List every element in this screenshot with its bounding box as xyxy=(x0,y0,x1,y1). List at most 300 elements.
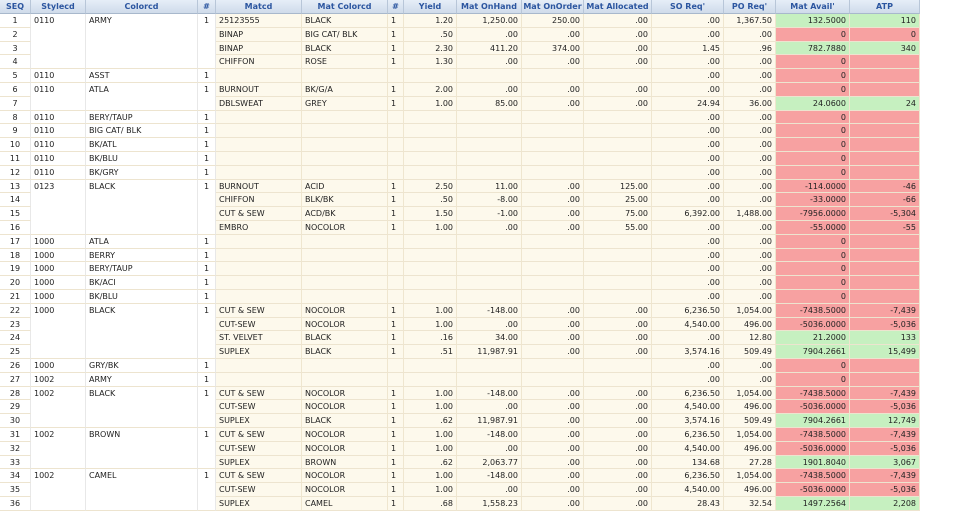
cell-mat-onorder[interactable] xyxy=(522,359,584,373)
cell-mat-allocated[interactable]: .00 xyxy=(584,469,652,483)
cell-so-req[interactable]: 134.68 xyxy=(652,456,724,470)
cell-colorcd[interactable] xyxy=(86,497,198,511)
cell-stylecd[interactable]: 1000 xyxy=(31,262,86,276)
cell-colorcd[interactable]: BIG CAT/ BLK xyxy=(86,124,198,138)
cell-mat-allocated[interactable] xyxy=(584,152,652,166)
cell-yield[interactable] xyxy=(404,249,457,263)
cell-count[interactable] xyxy=(198,497,216,511)
cell-mat-onorder[interactable]: .00 xyxy=(522,28,584,42)
cell-atp[interactable]: 0 xyxy=(850,28,920,42)
cell-mat-onorder[interactable]: .00 xyxy=(522,414,584,428)
cell-mat-avail[interactable]: 0 xyxy=(776,55,850,69)
cell-colorcd[interactable] xyxy=(86,28,198,42)
cell-mat-avail[interactable]: 1497.2564 xyxy=(776,497,850,511)
cell-stylecd[interactable]: 1000 xyxy=(31,249,86,263)
cell-so-req[interactable]: .00 xyxy=(652,359,724,373)
cell-mat-count[interactable] xyxy=(388,138,404,152)
cell-yield[interactable]: .62 xyxy=(404,456,457,470)
cell-stylecd[interactable]: 1000 xyxy=(31,304,86,318)
cell-atp[interactable] xyxy=(850,55,920,69)
cell-mat-allocated[interactable] xyxy=(584,262,652,276)
cell-seq[interactable]: 17 xyxy=(0,235,31,249)
cell-colorcd[interactable] xyxy=(86,456,198,470)
cell-stylecd[interactable]: 0110 xyxy=(31,111,86,125)
cell-mat-avail[interactable]: -55.0000 xyxy=(776,221,850,235)
cell-matcd[interactable] xyxy=(216,373,302,387)
cell-colorcd[interactable]: ARMY xyxy=(86,14,198,28)
cell-mat-onhand[interactable]: .00 xyxy=(457,442,522,456)
cell-po-req[interactable]: 36.00 xyxy=(724,97,776,111)
cell-matcd[interactable]: CHIFFON xyxy=(216,193,302,207)
cell-colorcd[interactable] xyxy=(86,345,198,359)
cell-seq[interactable]: 24 xyxy=(0,331,31,345)
cell-mat-allocated[interactable]: .00 xyxy=(584,14,652,28)
cell-seq[interactable]: 29 xyxy=(0,400,31,414)
cell-mat-avail[interactable]: -7438.5000 xyxy=(776,469,850,483)
cell-stylecd[interactable] xyxy=(31,456,86,470)
cell-count[interactable]: 1 xyxy=(198,373,216,387)
cell-seq[interactable]: 4 xyxy=(0,55,31,69)
cell-mat-onhand[interactable]: -8.00 xyxy=(457,193,522,207)
cell-po-req[interactable]: .96 xyxy=(724,42,776,56)
cell-yield[interactable] xyxy=(404,69,457,83)
cell-mat-count[interactable]: 1 xyxy=(388,497,404,511)
cell-matcd[interactable]: ST. VELVET xyxy=(216,331,302,345)
cell-mat-count[interactable]: 1 xyxy=(388,14,404,28)
cell-so-req[interactable]: .00 xyxy=(652,69,724,83)
cell-colorcd[interactable]: GRY/BK xyxy=(86,359,198,373)
cell-mat-colorcd[interactable]: BK/G/A xyxy=(302,83,388,97)
cell-po-req[interactable]: 1,054.00 xyxy=(724,387,776,401)
cell-so-req[interactable]: .00 xyxy=(652,193,724,207)
cell-mat-avail[interactable]: 0 xyxy=(776,124,850,138)
cell-mat-onhand[interactable] xyxy=(457,262,522,276)
cell-stylecd[interactable]: 0110 xyxy=(31,152,86,166)
cell-po-req[interactable]: 509.49 xyxy=(724,414,776,428)
cell-mat-allocated[interactable]: .00 xyxy=(584,331,652,345)
cell-mat-allocated[interactable]: .00 xyxy=(584,345,652,359)
cell-po-req[interactable]: .00 xyxy=(724,262,776,276)
cell-so-req[interactable]: .00 xyxy=(652,152,724,166)
cell-count[interactable]: 1 xyxy=(198,138,216,152)
cell-seq[interactable]: 30 xyxy=(0,414,31,428)
cell-atp[interactable] xyxy=(850,276,920,290)
cell-atp[interactable] xyxy=(850,124,920,138)
cell-count[interactable]: 1 xyxy=(198,359,216,373)
cell-yield[interactable]: 1.20 xyxy=(404,14,457,28)
cell-mat-colorcd[interactable] xyxy=(302,359,388,373)
cell-seq[interactable]: 14 xyxy=(0,193,31,207)
cell-mat-colorcd[interactable]: BLACK xyxy=(302,414,388,428)
cell-mat-allocated[interactable] xyxy=(584,166,652,180)
cell-po-req[interactable]: .00 xyxy=(724,276,776,290)
cell-colorcd[interactable] xyxy=(86,414,198,428)
cell-colorcd[interactable]: BERRY xyxy=(86,249,198,263)
cell-yield[interactable]: 2.50 xyxy=(404,180,457,194)
cell-atp[interactable]: -5,036 xyxy=(850,442,920,456)
cell-mat-colorcd[interactable]: NOCOLOR xyxy=(302,221,388,235)
cell-mat-avail[interactable]: -7438.5000 xyxy=(776,304,850,318)
cell-count[interactable] xyxy=(198,97,216,111)
cell-so-req[interactable]: 4,540.00 xyxy=(652,318,724,332)
cell-colorcd[interactable]: BK/GRY xyxy=(86,166,198,180)
cell-atp[interactable]: 15,499 xyxy=(850,345,920,359)
cell-mat-count[interactable] xyxy=(388,290,404,304)
cell-mat-count[interactable] xyxy=(388,69,404,83)
cell-so-req[interactable]: .00 xyxy=(652,373,724,387)
cell-mat-allocated[interactable]: .00 xyxy=(584,442,652,456)
cell-mat-count[interactable]: 1 xyxy=(388,483,404,497)
cell-po-req[interactable]: 1,054.00 xyxy=(724,304,776,318)
cell-mat-onhand[interactable]: .00 xyxy=(457,28,522,42)
cell-mat-onorder[interactable] xyxy=(522,124,584,138)
cell-mat-onhand[interactable] xyxy=(457,166,522,180)
cell-yield[interactable]: 1.00 xyxy=(404,387,457,401)
cell-yield[interactable] xyxy=(404,166,457,180)
cell-so-req[interactable]: .00 xyxy=(652,14,724,28)
column-header-mat-colorcd[interactable]: Mat Colorcd xyxy=(302,0,388,14)
cell-seq[interactable]: 8 xyxy=(0,111,31,125)
cell-po-req[interactable]: 1,054.00 xyxy=(724,469,776,483)
column-header-mat-avail[interactable]: Mat Avail' xyxy=(776,0,850,14)
cell-colorcd[interactable]: BK/ACI xyxy=(86,276,198,290)
cell-stylecd[interactable]: 0110 xyxy=(31,69,86,83)
cell-mat-count[interactable]: 1 xyxy=(388,387,404,401)
cell-yield[interactable]: 1.00 xyxy=(404,483,457,497)
cell-po-req[interactable]: 12.80 xyxy=(724,331,776,345)
cell-matcd[interactable]: 25123555 xyxy=(216,14,302,28)
cell-seq[interactable]: 19 xyxy=(0,262,31,276)
cell-colorcd[interactable] xyxy=(86,483,198,497)
cell-count[interactable]: 1 xyxy=(198,180,216,194)
cell-mat-colorcd[interactable]: BLACK xyxy=(302,331,388,345)
cell-mat-avail[interactable]: 0 xyxy=(776,359,850,373)
cell-count[interactable] xyxy=(198,28,216,42)
cell-mat-onhand[interactable] xyxy=(457,138,522,152)
cell-atp[interactable] xyxy=(850,138,920,152)
cell-colorcd[interactable] xyxy=(86,318,198,332)
cell-colorcd[interactable] xyxy=(86,97,198,111)
cell-mat-avail[interactable]: 1901.8040 xyxy=(776,456,850,470)
cell-seq[interactable]: 15 xyxy=(0,207,31,221)
cell-matcd[interactable]: CHIFFON xyxy=(216,55,302,69)
cell-colorcd[interactable]: ARMY xyxy=(86,373,198,387)
cell-seq[interactable]: 16 xyxy=(0,221,31,235)
cell-po-req[interactable]: .00 xyxy=(724,235,776,249)
cell-po-req[interactable]: 496.00 xyxy=(724,318,776,332)
cell-po-req[interactable]: .00 xyxy=(724,152,776,166)
cell-stylecd[interactable]: 1000 xyxy=(31,276,86,290)
cell-stylecd[interactable] xyxy=(31,97,86,111)
cell-mat-onorder[interactable] xyxy=(522,152,584,166)
cell-mat-avail[interactable]: -33.0000 xyxy=(776,193,850,207)
cell-matcd[interactable] xyxy=(216,138,302,152)
cell-mat-allocated[interactable]: .00 xyxy=(584,318,652,332)
cell-mat-colorcd[interactable] xyxy=(302,373,388,387)
cell-atp[interactable]: 110 xyxy=(850,14,920,28)
cell-mat-count[interactable]: 1 xyxy=(388,469,404,483)
cell-atp[interactable]: -5,036 xyxy=(850,318,920,332)
cell-mat-onorder[interactable]: .00 xyxy=(522,428,584,442)
cell-stylecd[interactable] xyxy=(31,318,86,332)
cell-mat-avail[interactable]: 0 xyxy=(776,290,850,304)
cell-mat-onorder[interactable]: .00 xyxy=(522,193,584,207)
cell-stylecd[interactable] xyxy=(31,400,86,414)
cell-po-req[interactable]: .00 xyxy=(724,180,776,194)
cell-yield[interactable]: 1.30 xyxy=(404,55,457,69)
cell-seq[interactable]: 34 xyxy=(0,469,31,483)
cell-mat-onorder[interactable] xyxy=(522,249,584,263)
cell-seq[interactable]: 9 xyxy=(0,124,31,138)
cell-matcd[interactable]: BINAP xyxy=(216,28,302,42)
cell-mat-colorcd[interactable]: NOCOLOR xyxy=(302,428,388,442)
cell-mat-onorder[interactable] xyxy=(522,262,584,276)
cell-colorcd[interactable] xyxy=(86,442,198,456)
cell-mat-onhand[interactable]: -148.00 xyxy=(457,387,522,401)
cell-mat-count[interactable]: 1 xyxy=(388,55,404,69)
cell-stylecd[interactable] xyxy=(31,345,86,359)
cell-seq[interactable]: 12 xyxy=(0,166,31,180)
cell-mat-onhand[interactable]: 2,063.77 xyxy=(457,456,522,470)
cell-mat-count[interactable] xyxy=(388,235,404,249)
cell-matcd[interactable] xyxy=(216,359,302,373)
cell-mat-allocated[interactable]: .00 xyxy=(584,304,652,318)
cell-mat-onorder[interactable]: .00 xyxy=(522,83,584,97)
cell-atp[interactable]: -5,036 xyxy=(850,483,920,497)
cell-atp[interactable]: -46 xyxy=(850,180,920,194)
cell-mat-onhand[interactable] xyxy=(457,359,522,373)
column-header-count[interactable]: # xyxy=(198,0,216,14)
cell-colorcd[interactable]: BROWN xyxy=(86,428,198,442)
cell-matcd[interactable] xyxy=(216,235,302,249)
cell-mat-avail[interactable]: 21.2000 xyxy=(776,331,850,345)
cell-po-req[interactable]: .00 xyxy=(724,221,776,235)
cell-mat-onhand[interactable]: -148.00 xyxy=(457,304,522,318)
cell-seq[interactable]: 23 xyxy=(0,318,31,332)
cell-yield[interactable] xyxy=(404,152,457,166)
cell-seq[interactable]: 13 xyxy=(0,180,31,194)
cell-so-req[interactable]: 4,540.00 xyxy=(652,442,724,456)
cell-count[interactable] xyxy=(198,207,216,221)
cell-so-req[interactable]: 6,236.50 xyxy=(652,304,724,318)
cell-mat-avail[interactable]: 7904.2661 xyxy=(776,414,850,428)
cell-mat-onhand[interactable]: 1,250.00 xyxy=(457,14,522,28)
cell-count[interactable]: 1 xyxy=(198,83,216,97)
cell-matcd[interactable] xyxy=(216,249,302,263)
cell-atp[interactable]: 24 xyxy=(850,97,920,111)
cell-mat-avail[interactable]: -5036.0000 xyxy=(776,442,850,456)
cell-matcd[interactable]: CUT & SEW xyxy=(216,469,302,483)
cell-matcd[interactable]: BINAP xyxy=(216,42,302,56)
column-header-atp[interactable]: ATP xyxy=(850,0,920,14)
cell-stylecd[interactable]: 1002 xyxy=(31,428,86,442)
cell-count[interactable] xyxy=(198,483,216,497)
cell-po-req[interactable]: 496.00 xyxy=(724,400,776,414)
cell-so-req[interactable]: 6,392.00 xyxy=(652,207,724,221)
cell-yield[interactable]: 1.00 xyxy=(404,318,457,332)
cell-mat-onhand[interactable] xyxy=(457,290,522,304)
cell-mat-avail[interactable]: 782.7880 xyxy=(776,42,850,56)
cell-count[interactable] xyxy=(198,42,216,56)
cell-mat-colorcd[interactable] xyxy=(302,235,388,249)
cell-atp[interactable] xyxy=(850,69,920,83)
cell-mat-colorcd[interactable]: ACD/BK xyxy=(302,207,388,221)
cell-mat-onorder[interactable] xyxy=(522,276,584,290)
cell-mat-onhand[interactable] xyxy=(457,124,522,138)
cell-colorcd[interactable]: BERY/TAUP xyxy=(86,262,198,276)
cell-atp[interactable] xyxy=(850,152,920,166)
cell-mat-onhand[interactable]: 34.00 xyxy=(457,331,522,345)
cell-mat-onhand[interactable]: 11,987.91 xyxy=(457,345,522,359)
cell-count[interactable] xyxy=(198,414,216,428)
cell-po-req[interactable]: 496.00 xyxy=(724,483,776,497)
cell-colorcd[interactable]: BLACK xyxy=(86,180,198,194)
cell-seq[interactable]: 33 xyxy=(0,456,31,470)
cell-colorcd[interactable]: BK/BLU xyxy=(86,290,198,304)
cell-seq[interactable]: 2 xyxy=(0,28,31,42)
cell-colorcd[interactable] xyxy=(86,42,198,56)
cell-mat-onorder[interactable]: .00 xyxy=(522,304,584,318)
cell-mat-colorcd[interactable]: NOCOLOR xyxy=(302,387,388,401)
cell-mat-count[interactable]: 1 xyxy=(388,414,404,428)
cell-stylecd[interactable] xyxy=(31,42,86,56)
cell-mat-onorder[interactable]: .00 xyxy=(522,55,584,69)
column-header-mat-onorder[interactable]: Mat OnOrder xyxy=(522,0,584,14)
cell-yield[interactable]: .16 xyxy=(404,331,457,345)
cell-so-req[interactable]: .00 xyxy=(652,124,724,138)
cell-atp[interactable]: -66 xyxy=(850,193,920,207)
cell-mat-allocated[interactable] xyxy=(584,359,652,373)
cell-mat-count[interactable] xyxy=(388,111,404,125)
cell-mat-avail[interactable]: -7438.5000 xyxy=(776,387,850,401)
cell-yield[interactable]: .50 xyxy=(404,193,457,207)
cell-mat-allocated[interactable]: .00 xyxy=(584,387,652,401)
cell-stylecd[interactable] xyxy=(31,442,86,456)
cell-colorcd[interactable]: BK/BLU xyxy=(86,152,198,166)
cell-seq[interactable]: 22 xyxy=(0,304,31,318)
cell-mat-avail[interactable]: 24.0600 xyxy=(776,97,850,111)
cell-matcd[interactable] xyxy=(216,166,302,180)
cell-mat-onorder[interactable]: .00 xyxy=(522,387,584,401)
cell-colorcd[interactable] xyxy=(86,331,198,345)
cell-count[interactable]: 1 xyxy=(198,152,216,166)
cell-mat-colorcd[interactable]: BIG CAT/ BLK xyxy=(302,28,388,42)
cell-mat-allocated[interactable]: 25.00 xyxy=(584,193,652,207)
cell-mat-count[interactable]: 1 xyxy=(388,331,404,345)
cell-seq[interactable]: 10 xyxy=(0,138,31,152)
cell-matcd[interactable] xyxy=(216,262,302,276)
cell-seq[interactable]: 31 xyxy=(0,428,31,442)
cell-stylecd[interactable] xyxy=(31,331,86,345)
column-header-seq[interactable]: SEQ xyxy=(0,0,31,14)
cell-matcd[interactable]: SUPLEX xyxy=(216,456,302,470)
cell-count[interactable]: 1 xyxy=(198,469,216,483)
cell-seq[interactable]: 20 xyxy=(0,276,31,290)
cell-yield[interactable]: .68 xyxy=(404,497,457,511)
cell-seq[interactable]: 6 xyxy=(0,83,31,97)
cell-mat-allocated[interactable] xyxy=(584,235,652,249)
cell-mat-colorcd[interactable] xyxy=(302,276,388,290)
cell-atp[interactable]: -7,439 xyxy=(850,387,920,401)
cell-mat-onhand[interactable]: .00 xyxy=(457,483,522,497)
cell-matcd[interactable] xyxy=(216,152,302,166)
cell-mat-count[interactable]: 1 xyxy=(388,221,404,235)
cell-po-req[interactable]: 27.28 xyxy=(724,456,776,470)
cell-yield[interactable] xyxy=(404,290,457,304)
cell-stylecd[interactable] xyxy=(31,193,86,207)
cell-atp[interactable]: -5,304 xyxy=(850,207,920,221)
cell-count[interactable] xyxy=(198,55,216,69)
cell-matcd[interactable]: SUPLEX xyxy=(216,345,302,359)
cell-yield[interactable] xyxy=(404,359,457,373)
cell-po-req[interactable]: .00 xyxy=(724,69,776,83)
cell-seq[interactable]: 32 xyxy=(0,442,31,456)
cell-mat-avail[interactable]: 0 xyxy=(776,28,850,42)
cell-mat-onorder[interactable]: .00 xyxy=(522,180,584,194)
column-header-po-req[interactable]: PO Req' xyxy=(724,0,776,14)
cell-mat-onorder[interactable] xyxy=(522,166,584,180)
cell-po-req[interactable]: .00 xyxy=(724,290,776,304)
cell-mat-allocated[interactable]: .00 xyxy=(584,55,652,69)
cell-mat-allocated[interactable] xyxy=(584,373,652,387)
cell-atp[interactable]: 133 xyxy=(850,331,920,345)
cell-mat-count[interactable]: 1 xyxy=(388,97,404,111)
cell-atp[interactable]: 3,067 xyxy=(850,456,920,470)
cell-seq[interactable]: 28 xyxy=(0,387,31,401)
cell-mat-avail[interactable]: 0 xyxy=(776,249,850,263)
cell-mat-onorder[interactable] xyxy=(522,235,584,249)
cell-mat-colorcd[interactable]: BLACK xyxy=(302,14,388,28)
cell-yield[interactable] xyxy=(404,262,457,276)
cell-so-req[interactable]: 6,236.50 xyxy=(652,387,724,401)
cell-mat-count[interactable]: 1 xyxy=(388,42,404,56)
cell-mat-onhand[interactable]: 11,987.91 xyxy=(457,414,522,428)
cell-mat-colorcd[interactable] xyxy=(302,69,388,83)
cell-colorcd[interactable]: ATLA xyxy=(86,83,198,97)
cell-stylecd[interactable] xyxy=(31,55,86,69)
cell-count[interactable] xyxy=(198,442,216,456)
cell-mat-count[interactable]: 1 xyxy=(388,180,404,194)
cell-mat-onorder[interactable] xyxy=(522,290,584,304)
cell-matcd[interactable]: CUT-SEW xyxy=(216,400,302,414)
cell-mat-allocated[interactable]: 75.00 xyxy=(584,207,652,221)
cell-po-req[interactable]: .00 xyxy=(724,124,776,138)
cell-colorcd[interactable] xyxy=(86,55,198,69)
cell-so-req[interactable]: .00 xyxy=(652,83,724,97)
cell-mat-count[interactable]: 1 xyxy=(388,400,404,414)
cell-mat-count[interactable]: 1 xyxy=(388,428,404,442)
cell-mat-avail[interactable]: -114.0000 xyxy=(776,180,850,194)
cell-mat-allocated[interactable]: .00 xyxy=(584,428,652,442)
cell-mat-onorder[interactable]: .00 xyxy=(522,400,584,414)
cell-seq[interactable]: 7 xyxy=(0,97,31,111)
cell-count[interactable]: 1 xyxy=(198,235,216,249)
cell-mat-colorcd[interactable]: NOCOLOR xyxy=(302,304,388,318)
cell-mat-count[interactable] xyxy=(388,359,404,373)
cell-mat-allocated[interactable]: .00 xyxy=(584,456,652,470)
column-header-so-req[interactable]: SO Req' xyxy=(652,0,724,14)
cell-so-req[interactable]: 3,574.16 xyxy=(652,414,724,428)
cell-so-req[interactable]: 4,540.00 xyxy=(652,400,724,414)
cell-po-req[interactable]: 1,054.00 xyxy=(724,428,776,442)
cell-so-req[interactable]: 6,236.50 xyxy=(652,469,724,483)
cell-mat-onorder[interactable] xyxy=(522,373,584,387)
cell-mat-avail[interactable]: -5036.0000 xyxy=(776,318,850,332)
cell-matcd[interactable]: CUT-SEW xyxy=(216,442,302,456)
cell-mat-allocated[interactable]: .00 xyxy=(584,97,652,111)
cell-matcd[interactable] xyxy=(216,69,302,83)
cell-mat-onorder[interactable]: .00 xyxy=(522,331,584,345)
